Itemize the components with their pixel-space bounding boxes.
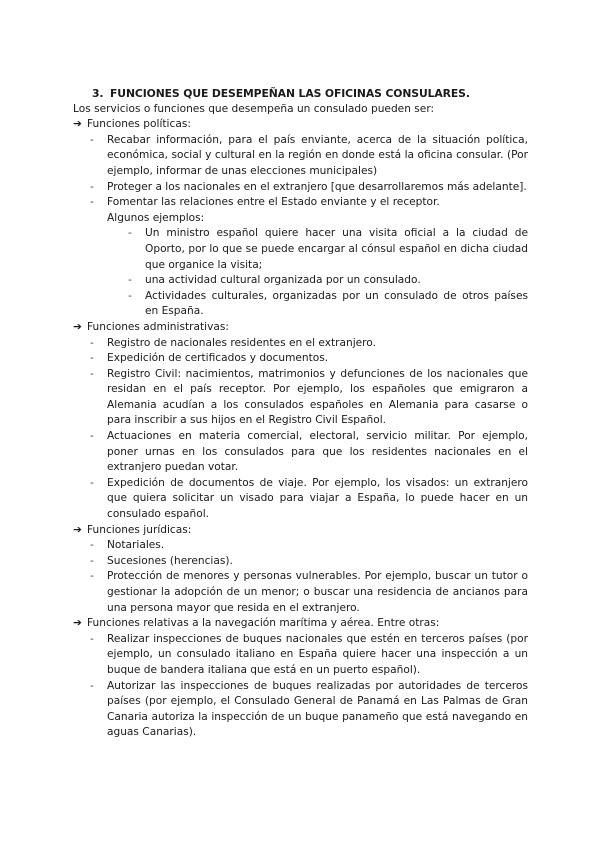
section-heading [92,86,528,102]
arrow-icon: ➔ [73,118,82,131]
list-item: - Actuaciones en materia comercial, electoral, servicio militar. Por ejemplo, poner urnas en los consulados para que los residentes nacionales en el extranjero puedan votar. [107,429,528,476]
list-item: - Expedición de documentos de viaje. Por ejemplo, los visados: un extranjero que quiera solicitar un visado para viajar a España, lo puede hacer en un consulado español. [107,476,528,523]
list-item: - Autorizar las inspecciones de buques realizadas por autoridades de terceros países (por ejemplo, el Consulado General de Panamá en Las Palmas de Gran Canaria autoriza la inspección de un buque panameño que está navegando en aguas Canarias). [107,679,528,741]
navegacion-list [73,632,528,741]
intro-text: Los servicios o funciones que desempeña un consulado pueden ser: [73,102,435,115]
list-item: - Un ministro español quiere hacer una visita oficial a la ciudad de Oporto, por lo que se puede encargar al cónsul español en dicha ciudad que organice la visita; [145,226,528,273]
navegacion-title: Funciones relativas a la navegación marítima y aérea. Entre otras: [87,617,440,630]
list-item: - una actividad cultural organizada por un consulado. [145,273,528,289]
administrativas-list [73,336,528,523]
document-page [73,86,528,741]
list-item: - Expedición de certificados y documentos. [107,351,528,367]
list-item: - Proteger a los nacionales en el extranjero [que desarrollaremos más adelante]. [107,180,528,196]
list-item: - Actividades culturales, organizadas por un consulado de otros países en España. [145,289,528,320]
list-item: - Notariales. [107,538,528,554]
section-navegacion [73,616,528,632]
arrow-icon: ➔ [73,320,82,333]
list-item: - Registro Civil: nacimientos, matrimonios y defunciones de los nacionales que residan en el país receptor. Por ejemplo, los españoles que emigraron a Alemania acudían a los consulados españoles en Alemania para casarse o para inscribir a sus hijos en el Registro Civil Español. [107,367,528,429]
juridicas-list [73,538,528,616]
examples-title: Algunos ejemplos: [107,211,205,224]
politicas-title: Funciones políticas: [87,118,191,131]
section-politicas [73,117,528,133]
list-item: - Protección de menores y personas vulnerables. Por ejemplo, buscar un tutor o gestionar la adopción de un menor; o buscar una residencia de ancianos para una persona mayor que resida en el extranjero. [107,569,528,616]
section-administrativas [73,320,528,336]
arrow-icon: ➔ [73,523,82,536]
list-item: - Realizar inspecciones de buques nacionales que estén en terceros países (por ejemplo, un consulado italiano en España quiere hacer una inspección a un buque de bandera italiana que está en un puerto español). [107,632,528,679]
section-juridicas [73,523,528,539]
examples-list [73,226,528,320]
arrow-icon: ➔ [73,617,82,630]
juridicas-title: Funciones jurídicas: [87,523,192,536]
list-item: - Sucesiones (herencias). [107,554,528,570]
administrativas-title: Funciones administrativas: [87,320,229,333]
list-item: - Recabar información, para el país enviante, acerca de la situación política, económica, social y cultural en la región en donde está la oficina consular. (Por ejemplo, informar de unas elecciones municipales) [107,133,528,180]
section-number: 3. [92,87,104,100]
politicas-list [73,133,528,211]
section-title: FUNCIONES QUE DESEMPEÑAN LAS OFICINAS CONSULARES. [110,87,470,100]
list-item: - Fomentar las relaciones entre el Estado enviante y el receptor. [107,195,528,211]
list-item: - Registro de nacionales residentes en el extranjero. [107,336,528,352]
